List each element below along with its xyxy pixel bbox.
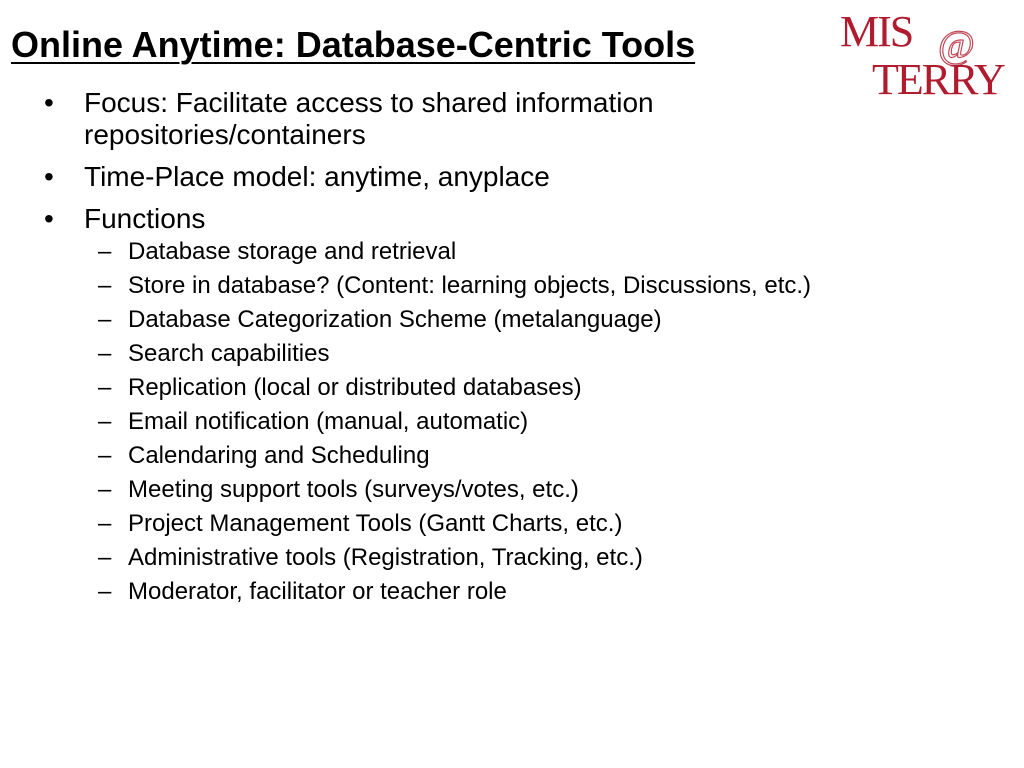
- mis-terry-logo: [836, 4, 1022, 100]
- sub-item-text: Moderator, facilitator or teacher role: [128, 578, 507, 605]
- dash-marker: –: [98, 306, 112, 333]
- dash-marker: –: [98, 340, 112, 367]
- bullet-item-functions: [44, 203, 874, 605]
- sub-item-text: Search capabilities: [128, 340, 330, 367]
- sub-item-text: Calendaring and Scheduling: [128, 442, 430, 469]
- sub-item-text: Store in database? (Content: learning objects, Discussions, etc.): [128, 272, 812, 299]
- dash-marker: –: [98, 476, 112, 503]
- slide-title: Online Anytime: Database-Centric Tools: [11, 24, 696, 65]
- sub-item-text: Replication (local or distributed databases): [128, 374, 582, 401]
- dash-marker: –: [98, 238, 112, 265]
- sub-item-text: Email notification (manual, automatic): [128, 408, 529, 435]
- dash-marker: –: [98, 374, 112, 401]
- bullet-text: Functions: [84, 203, 206, 234]
- dash-marker: –: [98, 408, 112, 435]
- sub-item: [44, 341, 834, 367]
- dash-marker: –: [98, 544, 112, 571]
- logo-at-icon: @: [938, 22, 975, 67]
- sub-item-text: Meeting support tools (surveys/votes, etc.): [128, 476, 579, 503]
- sub-item: [44, 477, 834, 503]
- functions-sublist: [44, 239, 834, 605]
- dash-marker: –: [98, 510, 112, 537]
- bullet-marker: •: [44, 87, 54, 118]
- logo-mis-text: MIS: [840, 7, 913, 56]
- sub-item: [44, 239, 834, 265]
- sub-item-text: Administrative tools (Registration, Tracking, etc.): [128, 544, 643, 571]
- bullet-item-time-place: [44, 161, 874, 193]
- bullet-text: Focus: Facilitate access to shared information repositories/containers: [84, 87, 654, 150]
- sub-item-text: Database storage and retrieval: [128, 238, 457, 265]
- sub-item: [44, 579, 834, 605]
- bullet-marker: •: [44, 203, 54, 234]
- logo-terry-text: TERRY: [872, 55, 1004, 100]
- bullet-marker: •: [44, 161, 54, 192]
- bullet-text: Time-Place model: anytime, anyplace: [84, 161, 550, 192]
- sub-item: [44, 511, 834, 537]
- sub-item: [44, 443, 834, 469]
- sub-item-text: Project Management Tools (Gantt Charts, etc.): [128, 510, 623, 537]
- dash-marker: –: [98, 578, 112, 605]
- sub-item: [44, 545, 834, 571]
- bullet-item-focus: [44, 87, 874, 151]
- bullet-list: [44, 87, 874, 615]
- sub-item: [44, 375, 834, 401]
- dash-marker: –: [98, 442, 112, 469]
- sub-item-text: Database Categorization Scheme (metalanguage): [128, 306, 662, 333]
- dash-marker: –: [98, 272, 112, 299]
- sub-item: [44, 307, 834, 333]
- sub-item: [44, 273, 834, 299]
- sub-item: [44, 409, 834, 435]
